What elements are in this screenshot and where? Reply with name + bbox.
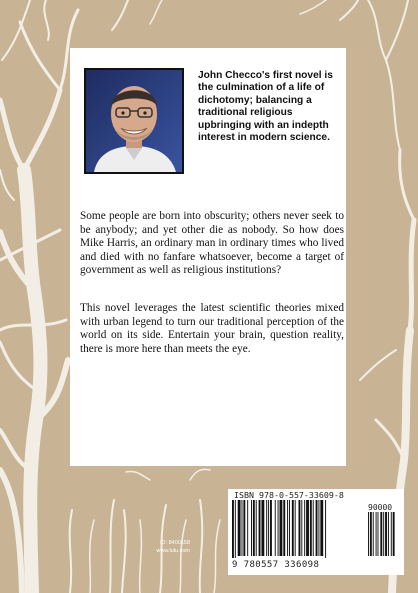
barcode-bar xyxy=(251,500,252,556)
barcode-addon-bar xyxy=(383,512,384,556)
barcode-bar xyxy=(313,500,314,556)
barcode-bar xyxy=(266,500,267,556)
barcode-bar xyxy=(318,500,319,556)
barcode-bar xyxy=(320,500,323,556)
barcode-bar xyxy=(280,500,283,556)
barcode-addon-bar xyxy=(388,512,389,556)
publisher-url: www.lulu.com xyxy=(156,547,190,554)
barcode-bar xyxy=(261,500,264,556)
barcode-bar xyxy=(278,500,279,556)
barcode-bar xyxy=(238,500,241,556)
barcode-box xyxy=(228,489,404,575)
barcode-bar xyxy=(268,500,269,556)
ean-digits: 9 780557 336098 xyxy=(232,560,320,570)
barcode-bar xyxy=(306,500,309,556)
barcode-bar xyxy=(259,500,261,556)
barcode-bar xyxy=(235,500,236,558)
barcode-bar xyxy=(295,500,296,556)
barcode-addon-bar xyxy=(385,512,387,556)
barcode-bar xyxy=(292,500,294,556)
barcode-addon-bar xyxy=(370,512,372,556)
barcode-addon-bar xyxy=(378,512,379,556)
barcode-bar xyxy=(283,500,285,556)
barcode-bar xyxy=(289,500,290,556)
barcode-bar xyxy=(243,500,245,556)
barcode-bar xyxy=(256,500,257,556)
author-bio: John Checco's first novel is the culmination of a life of dichotomy; balancing a traditional religious upbringing with an indepth interest in modern science. xyxy=(198,70,333,144)
barcode-bar xyxy=(299,500,301,556)
isbn-label: ISBN 978-0-557-33609-8 xyxy=(234,490,344,500)
barcode-bar xyxy=(275,500,276,556)
barcode-addon-bar xyxy=(368,512,369,556)
author-portrait-icon xyxy=(86,70,182,172)
barcode-addon-bar xyxy=(376,512,377,556)
barcode-bar xyxy=(247,500,248,556)
barcode-addon-bar xyxy=(393,512,395,556)
barcode-addon-bar xyxy=(391,512,392,556)
barcode-bar xyxy=(270,500,272,556)
blurb-paragraph-1: Some people are born into obscurity; others never seek to be anybody; and yet other die as nobody. So how does Mike Harris, an ordinary man in ordinary times who lived and died with no fanfare whatsoever, become a target of government as well as religious institutions? xyxy=(80,210,344,277)
blurb-paragraph-2: This novel leverages the latest scientific theories mixed with urban legend to turn our traditional perception of the world on its side. Entertain your brain, question reality, there is more here than meets the eye. xyxy=(80,302,344,355)
barcode-bar xyxy=(325,500,326,558)
publisher-info xyxy=(140,540,190,570)
barcode-bar xyxy=(304,500,305,556)
barcode-bar xyxy=(287,500,288,556)
author-photo xyxy=(84,68,184,174)
publisher-id: ID: 8400158 xyxy=(160,540,190,546)
barcode-bar xyxy=(310,500,312,556)
barcode-bar xyxy=(301,500,302,556)
price-code: 90000 xyxy=(368,503,393,512)
barcode-bar xyxy=(242,500,243,556)
barcode-bar xyxy=(316,500,318,556)
barcode-addon-bar xyxy=(373,512,374,556)
barcode-bar xyxy=(253,500,255,556)
barcode-bar xyxy=(232,500,234,558)
barcode-addon-bar xyxy=(380,512,382,556)
